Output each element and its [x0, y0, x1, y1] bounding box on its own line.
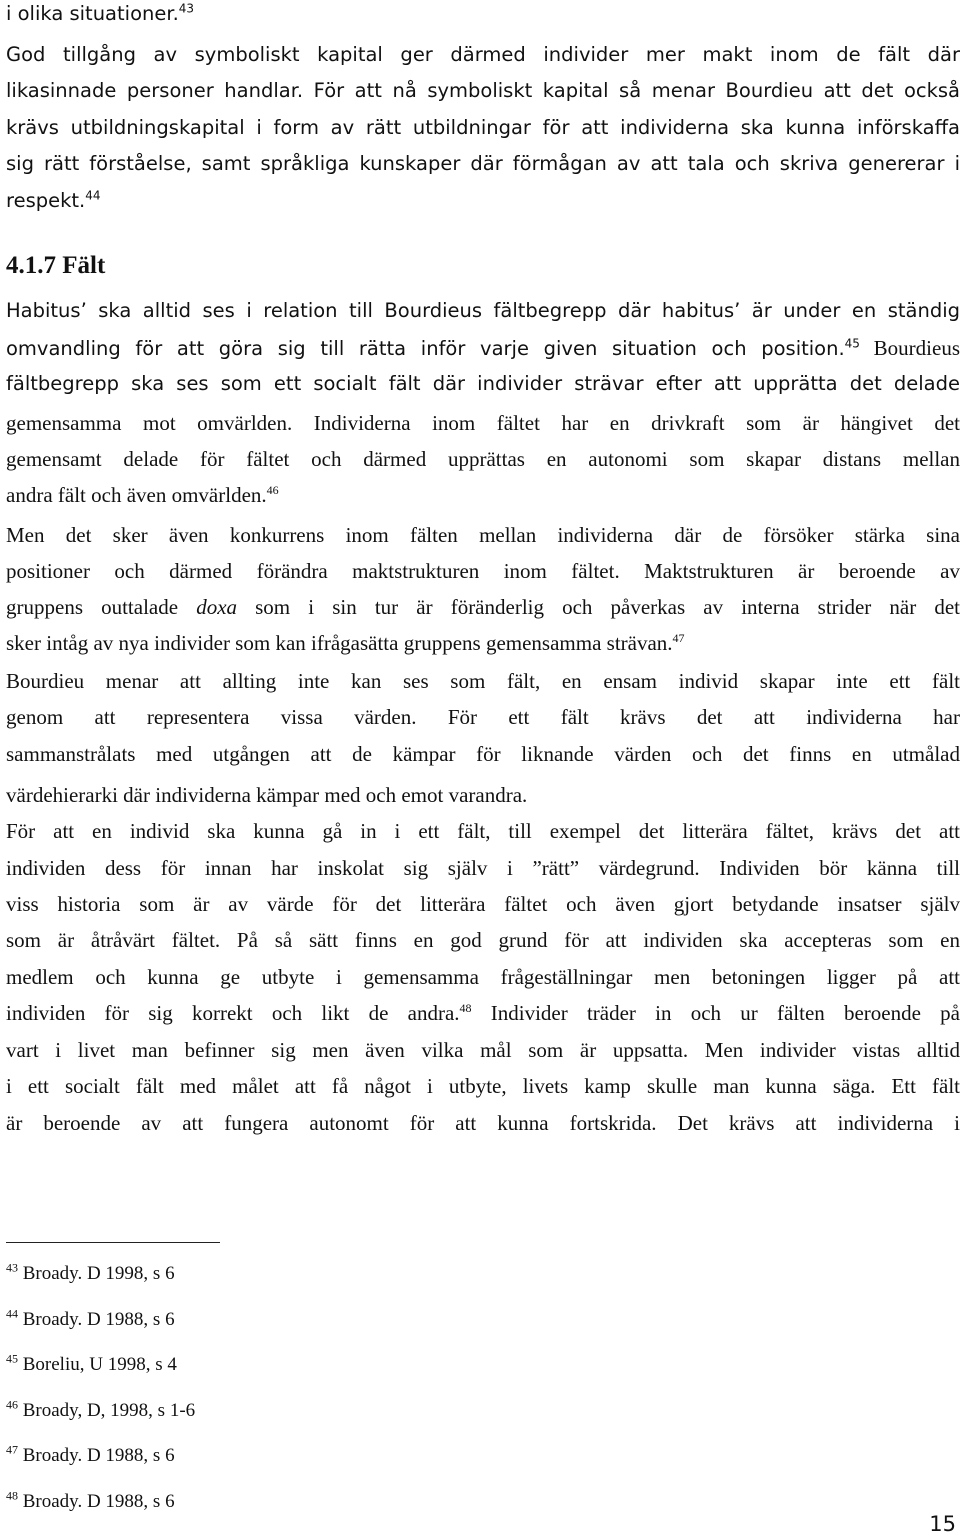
text-line: viss historia som är av värde för det litterära fältet och även gjort betydande insatser själv [6, 892, 960, 916]
text-line: positioner och därmed förändra maktstrukturen inom fältet. Maktstrukturen är beroende av [6, 559, 960, 583]
text-line: sammanstrålats med utgången att de kämpar för liknande värden och det finns en utmålad [6, 742, 960, 766]
text-line: som är åtråvärt fältet. På så sätt finns en god grund för att individen ska accepteras som en [6, 928, 960, 952]
footnote: $^{43}$ Broady. D 1998, s 6 [6, 1260, 175, 1284]
text-line: genom att representera vissa värden. För ett fält krävs det att individerna har [6, 705, 960, 729]
footnote: $^{47}$ Broady. D 1988, s 6 [6, 1442, 175, 1466]
text-line: sig rätt förståelse, samt språkliga kunskaper där förmågan av att tala och skriva genererar i [6, 152, 960, 175]
page-number: 15 [929, 1512, 956, 1536]
text-line: andra fält och även omvärlden.$^{46}$ [6, 483, 279, 507]
text-line: Bourdieu menar att allting inte kan ses som fält, en ensam individ skapar inte ett fält [6, 669, 960, 693]
text-line: sker intåg av nya individer som kan ifrågasätta gruppens gemensamma strävan.$^{47}$ [6, 631, 685, 655]
italic-term: doxa [196, 595, 238, 619]
footnote: $^{44}$ Broady. D 1988, s 6 [6, 1306, 175, 1330]
text-line: God tillgång av symboliskt kapital ger därmed individer mer makt inom de fält där [6, 43, 960, 66]
text-line: omvandling för att göra sig till rätta inför varje given situation och position.$^{45}$ Bourdieus [6, 336, 960, 360]
text-line: likasinnade personer handlar. För att nå symboliskt kapital så menar Bourdieu att det också [6, 79, 960, 102]
text-line: individen för sig korrekt och likt de andra.$^{48}$ Individer träder in och ur fälten beroende på [6, 1001, 960, 1025]
footnote: $^{48}$ Broady. D 1988, s 6 [6, 1488, 175, 1512]
footnote-separator [6, 1242, 220, 1243]
text-line: Men det sker även konkurrens inom fälten mellan individerna där de försöker stärka sina [6, 523, 960, 547]
text-line: fältbegrepp ska ses som ett socialt fält där individer strävar efter att upprätta det delade [6, 372, 960, 395]
text-line: vart i livet man befinner sig men även vilka mål som är uppsatta. Men individer vistas alltid [6, 1038, 960, 1062]
text-line: i olika situationer.$^{43}$ [6, 1, 195, 25]
text-line: värdehierarki där individerna kämpar med och emot varandra. [6, 783, 528, 807]
text-line: krävs utbildningskapital i form av rätt utbildningar för att individerna ska kunna införskaffa [6, 116, 960, 139]
footnote: $^{46}$ Broady, D, 1998, s 1-6 [6, 1397, 196, 1421]
text-line: är beroende av att fungera autonomt för att kunna fortskrida. Det krävs att individerna i [6, 1111, 960, 1135]
text-line: gemensamma mot omvärlden. Individerna inom fältet har en drivkraft som är hängivet det [6, 411, 960, 435]
text-line: respekt.$^{44}$ [6, 188, 101, 212]
footnote: $^{45}$ Boreliu, U 1998, s 4 [6, 1351, 177, 1375]
text-line: i ett socialt fält med målet att få något i utbyte, livets kamp skulle man kunna säga. Ett fält [6, 1074, 960, 1098]
text-line: gruppens outtalade doxa som i sin tur är föränderlig och påverkas av interna strider när det [6, 595, 960, 619]
text-line: Habitus’ ska alltid ses i relation till Bourdieus fältbegrepp där habitus’ är under en ständig [6, 299, 960, 322]
text-line: medlem och kunna ge utbyte i gemensamma frågeställningar men betoningen ligger på att [6, 965, 960, 989]
text-line: individen dess för innan har inskolat sig själv i ”rätt” värdegrund. Individen bör känna till [6, 856, 960, 880]
text-line: För att en individ ska kunna gå in i ett fält, till exempel det litterära fältet, krävs det att [6, 819, 960, 843]
section-heading: 4.1.7 Fält [6, 252, 106, 279]
text-line: gemensamt delade för fältet och därmed upprättas en autonomi som skapar distans mellan [6, 447, 960, 471]
